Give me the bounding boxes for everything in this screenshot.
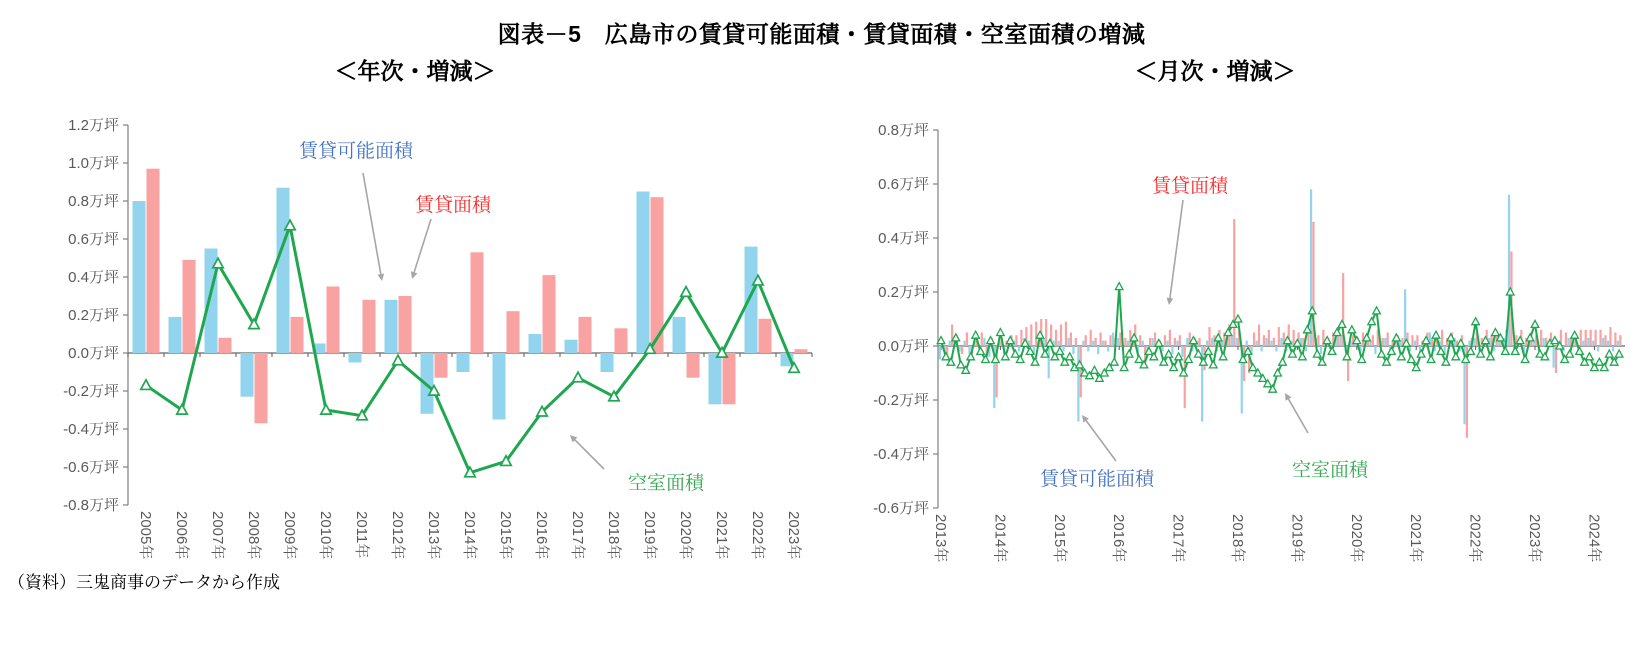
x-tick-label: 2015年: [1050, 514, 1068, 563]
rentable-area-bar: [1058, 341, 1060, 346]
rented-area-bar: [951, 324, 953, 346]
rented-area-bar: [1273, 338, 1275, 346]
x-tick-label: 2014年: [461, 511, 478, 560]
rented-area-bar: [1035, 322, 1037, 346]
vacancy-marker: [1442, 358, 1450, 365]
rentable-area-bar: [493, 353, 506, 420]
rentable-area-bar: [457, 353, 470, 372]
y-tick-label: -0.2万坪: [873, 392, 929, 409]
vacancy-marker: [1115, 283, 1123, 290]
rentable-area-bar: [1067, 338, 1069, 346]
rented-area-bar: [363, 300, 376, 353]
rented-area-bar: [579, 317, 592, 353]
rentable-area-bar: [1211, 338, 1213, 346]
annual-chart-subtitle: ＜年次・増減＞: [334, 58, 496, 84]
rented-area-bar: [1595, 330, 1597, 346]
rented-area-bar: [1599, 330, 1601, 346]
vacancy-marker: [1615, 350, 1623, 357]
rentable-area-bar: [1582, 341, 1584, 346]
y-tick-label: -0.4万坪: [873, 446, 929, 463]
x-tick-label: 2014年: [991, 514, 1009, 563]
rentable-area-bar: [1107, 346, 1109, 351]
annotation-arrowhead: [1082, 415, 1089, 423]
rented-area-bar: [1258, 324, 1260, 346]
rentable-area-bar: [1320, 346, 1322, 354]
rented-area-bar: [327, 287, 340, 354]
vacancy-marker: [1502, 347, 1510, 354]
rented-area-bar: [1095, 338, 1097, 346]
rentable-area-bar: [1186, 338, 1188, 346]
rented-area-bar: [1100, 333, 1102, 347]
rented-area-bar: [1045, 319, 1047, 346]
rented-area-bar: [723, 353, 736, 404]
vacancy-marker: [1526, 334, 1534, 341]
y-tick-label: 0.8万坪: [878, 122, 929, 139]
x-tick-label: 2012年: [389, 511, 406, 560]
vacancy-marker: [1398, 353, 1406, 360]
rented-area-bar: [1109, 335, 1111, 346]
vacancy-marker: [957, 361, 965, 368]
rented-area-bar: [1431, 338, 1433, 346]
vacancy-marker: [1328, 347, 1336, 354]
vacancy-marker: [141, 380, 151, 390]
rented-area-bar: [291, 317, 304, 353]
rentable-area-bar: [1592, 341, 1594, 346]
vacancy-area-line: [146, 226, 794, 473]
rentable-area-bar: [1587, 338, 1589, 346]
y-tick-label: -0.2万坪: [63, 383, 119, 400]
x-tick-label: 2016年: [533, 511, 550, 560]
rentable-area-bar: [1048, 346, 1050, 378]
rentable-area-bar: [1082, 341, 1084, 346]
vacancy-marker: [977, 347, 985, 354]
rented-area-bar: [1263, 335, 1265, 346]
y-tick-label: -0.6万坪: [63, 459, 119, 476]
rented-area-bar: [1169, 330, 1171, 346]
rented-area-bar: [183, 260, 196, 353]
rented-area-bar: [399, 296, 412, 353]
source-note: （資料）三鬼商事のデータから作成: [8, 573, 280, 592]
vacancy-marker: [1407, 356, 1415, 363]
x-tick-label: 2010年: [317, 511, 334, 560]
vacancy-marker: [1452, 353, 1460, 360]
x-tick-label: 2011年: [353, 511, 370, 559]
rentable-area-bar: [529, 334, 542, 353]
rented-area-bar: [1208, 327, 1210, 346]
rentable-area-bar: [1597, 346, 1599, 351]
rented-area-bar: [1565, 333, 1567, 347]
rentable-area-bar: [963, 341, 965, 346]
series-annotation-label: 空室面積: [628, 473, 705, 494]
rented-area-bar: [255, 353, 268, 423]
x-tick-label: 2023年: [1526, 514, 1543, 563]
rentable-area-bar: [1384, 338, 1386, 346]
rented-area-bar: [795, 349, 808, 353]
rented-area-bar: [1580, 330, 1582, 346]
x-tick-label: 2019年: [641, 511, 658, 560]
rentable-area-bar: [1166, 341, 1168, 346]
vacancy-marker: [1358, 356, 1366, 363]
series-annotation-label: 賃貸面積: [415, 195, 492, 216]
x-tick-label: 2018年: [1229, 514, 1246, 563]
x-tick-label: 2009年: [281, 511, 298, 560]
rented-area-bar: [1352, 335, 1354, 346]
monthly-chart: [850, 95, 1643, 565]
rented-area-bar: [966, 333, 968, 347]
vacancy-marker: [1531, 320, 1539, 327]
vacancy-marker: [1110, 358, 1118, 365]
vacancy-marker: [1279, 358, 1287, 365]
rentable-area-bar: [745, 247, 758, 353]
y-tick-label: 0.6万坪: [878, 176, 929, 193]
vacancy-marker: [1180, 369, 1188, 376]
x-tick-label: 2015年: [497, 511, 514, 560]
rentable-area-bar: [349, 353, 362, 363]
rented-area-bar: [1253, 333, 1255, 347]
rented-area-bar: [1070, 333, 1072, 347]
rented-area-bar: [1030, 324, 1032, 346]
rentable-area-bar: [1062, 346, 1064, 351]
vacancy-marker: [987, 337, 995, 344]
y-tick-label: -0.8万坪: [63, 497, 119, 514]
rentable-area-bar: [1256, 341, 1258, 346]
rented-area-bar: [1149, 338, 1151, 346]
vacancy-marker: [1343, 353, 1351, 360]
vacancy-marker: [1170, 364, 1178, 371]
rentable-area-bar: [1152, 338, 1154, 346]
rented-area-bar: [1268, 330, 1270, 346]
x-tick-label: 2023年: [785, 511, 802, 560]
rented-area-bar: [435, 353, 448, 378]
rented-area-bar: [981, 333, 983, 347]
rentable-area-bar: [1270, 341, 1272, 346]
vacancy-marker: [1511, 347, 1519, 354]
rented-area-bar: [1060, 324, 1062, 346]
x-tick-label: 2018年: [605, 511, 622, 560]
annotation-arrow: [575, 440, 604, 469]
series-annotation-label: 賃貸可能面積: [299, 141, 414, 162]
x-tick-label: 2021年: [1407, 514, 1425, 563]
series-annotation-label: 空室面積: [1292, 460, 1369, 481]
rented-area-bar: [1104, 341, 1106, 346]
rentable-area-bar: [673, 317, 686, 353]
y-tick-label: 0.2万坪: [878, 284, 929, 301]
rented-area-bar: [1015, 335, 1017, 346]
x-tick-label: 2021年: [713, 511, 730, 560]
rented-area-bar: [507, 311, 520, 353]
rentable-area-bar: [133, 201, 146, 353]
x-tick-label: 2024年: [1585, 514, 1603, 563]
vacancy-marker: [573, 372, 583, 382]
x-tick-label: 2020年: [677, 511, 694, 560]
rentable-area-bar: [1181, 346, 1183, 357]
rentable-area-bar: [637, 192, 650, 354]
vacancy-marker: [1472, 318, 1480, 325]
annotation-arrowhead: [411, 271, 417, 279]
vacancy-marker: [1596, 358, 1604, 365]
rented-area-bar: [1411, 335, 1413, 346]
vacancy-marker: [1492, 329, 1500, 336]
rentable-area-bar: [1117, 338, 1119, 346]
x-tick-label: 2019年: [1288, 514, 1306, 563]
vacancy-marker: [1576, 347, 1584, 354]
rentable-area-bar: [601, 353, 614, 372]
rented-area-bar: [1065, 322, 1067, 346]
annotation-arrow: [1086, 421, 1116, 461]
rented-area-bar: [1585, 330, 1587, 346]
rented-area-bar: [687, 353, 700, 378]
rentable-area-bar: [1142, 341, 1144, 346]
y-tick-label: 0.6万坪: [68, 231, 119, 248]
vacancy-marker: [1586, 353, 1594, 360]
x-tick-label: 2013年: [425, 511, 442, 560]
vacancy-marker: [393, 355, 403, 365]
rented-area-bar: [1619, 335, 1621, 346]
annotation-arrow: [1170, 200, 1183, 298]
x-tick-label: 2022年: [749, 511, 766, 560]
vacancy-marker: [1338, 320, 1346, 327]
vacancy-marker: [1477, 350, 1485, 357]
annotation-arrowhead: [377, 274, 384, 281]
rentable-area-bar: [241, 353, 254, 397]
rentable-area-bar: [1097, 346, 1099, 354]
rentable-area-bar: [169, 317, 182, 353]
rented-area-bar: [1124, 338, 1126, 346]
vacancy-marker: [1007, 337, 1015, 344]
vacancy-marker: [1002, 353, 1010, 360]
x-tick-label: 2006年: [173, 511, 190, 560]
rentable-area-bar: [1543, 338, 1545, 346]
vacancy-marker: [1274, 369, 1282, 376]
rented-area-bar: [1090, 330, 1092, 346]
annotation-arrow: [363, 173, 381, 274]
vacancy-marker: [1348, 326, 1356, 333]
rentable-area-bar: [1414, 341, 1416, 346]
rented-area-bar: [1174, 338, 1176, 346]
x-tick-label: 2022年: [1466, 514, 1484, 563]
rentable-area-bar: [1246, 341, 1248, 346]
y-tick-label: 0.4万坪: [68, 269, 119, 286]
vacancy-marker: [1521, 356, 1529, 363]
vacancy-marker: [1571, 331, 1579, 338]
vacancy-marker: [1076, 361, 1084, 368]
rentable-area-bar: [939, 346, 941, 360]
series-annotation-label: 賃貸面積: [1152, 176, 1229, 197]
vacancy-marker: [681, 287, 691, 297]
vacancy-marker: [1487, 353, 1495, 360]
y-tick-label: 0.8万坪: [68, 193, 119, 210]
y-tick-label: 0.4万坪: [878, 230, 929, 247]
rented-area-bar: [1179, 335, 1181, 346]
vacancy-marker: [967, 353, 975, 360]
rented-area-bar: [1139, 335, 1141, 346]
rentable-area-bar: [277, 188, 290, 353]
series-annotation-label: 賃貸可能面積: [1040, 469, 1155, 490]
rentable-area-bar: [1206, 341, 1208, 346]
rentable-area-bar: [1231, 335, 1233, 346]
rentable-area-bar: [1236, 338, 1238, 346]
rented-area-bar: [219, 338, 232, 353]
rented-area-bar: [1164, 335, 1166, 346]
vacancy-marker: [1091, 366, 1099, 373]
rented-area-bar: [1416, 335, 1418, 346]
rentable-area-bar: [1374, 346, 1376, 354]
rented-area-bar: [1184, 346, 1186, 408]
rentable-area-bar: [1018, 346, 1020, 351]
rentable-area-bar: [385, 300, 398, 353]
vacancy-marker: [1378, 350, 1386, 357]
rentable-area-bar: [1112, 333, 1114, 347]
rented-area-bar: [1199, 338, 1201, 346]
rentable-area-bar: [709, 353, 722, 404]
vacancy-marker: [1417, 350, 1425, 357]
rentable-area-bar: [1280, 338, 1282, 346]
rented-area-bar: [1129, 330, 1131, 346]
rentable-area-bar: [1260, 346, 1262, 351]
vacancy-marker: [1427, 356, 1435, 363]
rentable-area-bar: [1171, 346, 1173, 354]
rentable-area-bar: [1102, 341, 1104, 346]
rentable-area-bar: [1092, 341, 1094, 346]
annotation-arrow: [1288, 399, 1308, 433]
x-tick-label: 2020年: [1347, 514, 1365, 563]
vacancy-marker: [1219, 353, 1227, 360]
rentable-area-bar: [1305, 346, 1307, 351]
rentable-area-bar: [1087, 346, 1089, 351]
rented-area-bar: [1609, 327, 1611, 346]
vacancy-marker: [1393, 334, 1401, 341]
rentable-area-bar: [1077, 346, 1079, 422]
vacancy-marker: [1373, 307, 1381, 314]
y-tick-label: 0.0万坪: [878, 338, 929, 355]
vacancy-marker: [1125, 350, 1133, 357]
rented-area-bar: [759, 319, 772, 353]
rented-area-bar: [543, 275, 556, 353]
y-tick-label: -0.6万坪: [873, 500, 929, 517]
rentable-area-bar: [949, 341, 951, 346]
vacancy-marker: [1289, 350, 1297, 357]
y-tick-label: 1.0万坪: [68, 155, 119, 172]
y-tick-label: 1.2万坪: [68, 117, 119, 134]
rented-area-bar: [1515, 335, 1517, 346]
annotation-arrowhead: [1167, 298, 1174, 305]
rentable-area-bar: [1468, 341, 1470, 346]
rentable-area-bar: [1340, 335, 1342, 346]
rented-area-bar: [1387, 333, 1389, 347]
vacancy-marker: [972, 331, 980, 338]
rentable-area-bar: [1602, 338, 1604, 346]
rented-area-bar: [1590, 330, 1592, 346]
rented-area-bar: [1555, 346, 1557, 373]
rented-area-bar: [615, 328, 628, 353]
y-tick-label: 0.2万坪: [68, 307, 119, 324]
vacancy-marker: [1308, 307, 1316, 314]
x-tick-label: 2016年: [1110, 514, 1128, 563]
annual-chart: [0, 95, 830, 565]
y-tick-label: 0.0万坪: [68, 345, 119, 362]
rented-area-bar: [1080, 346, 1082, 397]
rentable-area-bar: [1607, 341, 1609, 346]
rentable-area-bar: [565, 340, 578, 353]
x-tick-label: 2007年: [209, 511, 226, 560]
rentable-area-bar: [1567, 338, 1569, 346]
rentable-area-bar: [1176, 341, 1178, 346]
vacancy-marker: [1368, 318, 1376, 325]
rented-area-bar: [1075, 338, 1077, 346]
vacancy-marker: [1120, 364, 1128, 371]
rented-area-bar: [1278, 327, 1280, 346]
rented-area-bar: [1604, 335, 1606, 346]
vacancy-marker: [1135, 356, 1143, 363]
rentable-area-bar: [1553, 346, 1555, 368]
rentable-area-bar: [983, 338, 985, 346]
rentable-area-bar: [1265, 338, 1267, 346]
vacancy-marker: [1432, 331, 1440, 338]
vacancy-marker: [1447, 334, 1455, 341]
figure-title: 図表－5 広島市の賃貸可能面積・賃貸面積・空室面積の増減: [497, 21, 1146, 47]
rentable-area-bar: [1072, 346, 1074, 354]
monthly-chart-subtitle: ＜月次・増減＞: [1134, 58, 1296, 84]
rented-area-bar: [1372, 335, 1374, 346]
rented-area-bar: [471, 252, 484, 353]
rentable-area-bar: [1275, 346, 1277, 351]
rented-area-bar: [1382, 338, 1384, 346]
rented-area-bar: [1540, 330, 1542, 346]
vacancy-marker: [942, 353, 950, 360]
rented-area-bar: [1055, 330, 1057, 346]
rented-area-bar: [1317, 335, 1319, 346]
rentable-area-bar: [1404, 289, 1406, 346]
vacancy-marker: [1506, 288, 1514, 295]
x-tick-label: 2008年: [245, 511, 262, 560]
vacancy-marker: [1388, 347, 1396, 354]
annotation-arrow: [414, 219, 431, 272]
vacancy-marker: [997, 329, 1005, 336]
vacancy-marker: [1566, 350, 1574, 357]
y-tick-label: -0.4万坪: [63, 421, 119, 438]
x-tick-label: 2017年: [1169, 514, 1187, 563]
vacancy-marker: [1299, 353, 1307, 360]
rentable-area-bar: [1617, 341, 1619, 346]
rentable-area-bar: [1310, 189, 1312, 346]
vacancy-marker: [992, 356, 1000, 363]
x-tick-label: 2013年: [932, 514, 949, 563]
rentable-area-bar: [1127, 341, 1129, 346]
rented-area-bar: [1085, 335, 1087, 346]
rented-area-bar: [1614, 333, 1616, 347]
vacancy-marker: [1031, 358, 1039, 365]
rented-area-bar: [147, 169, 160, 353]
rented-area-bar: [1243, 346, 1245, 381]
rented-area-bar: [961, 346, 963, 354]
x-tick-label: 2005年: [137, 511, 154, 560]
rentable-area-bar: [1612, 346, 1614, 351]
vacancy-marker: [1209, 361, 1217, 368]
x-tick-label: 2017年: [569, 511, 586, 560]
rented-area-bar: [1441, 330, 1443, 346]
